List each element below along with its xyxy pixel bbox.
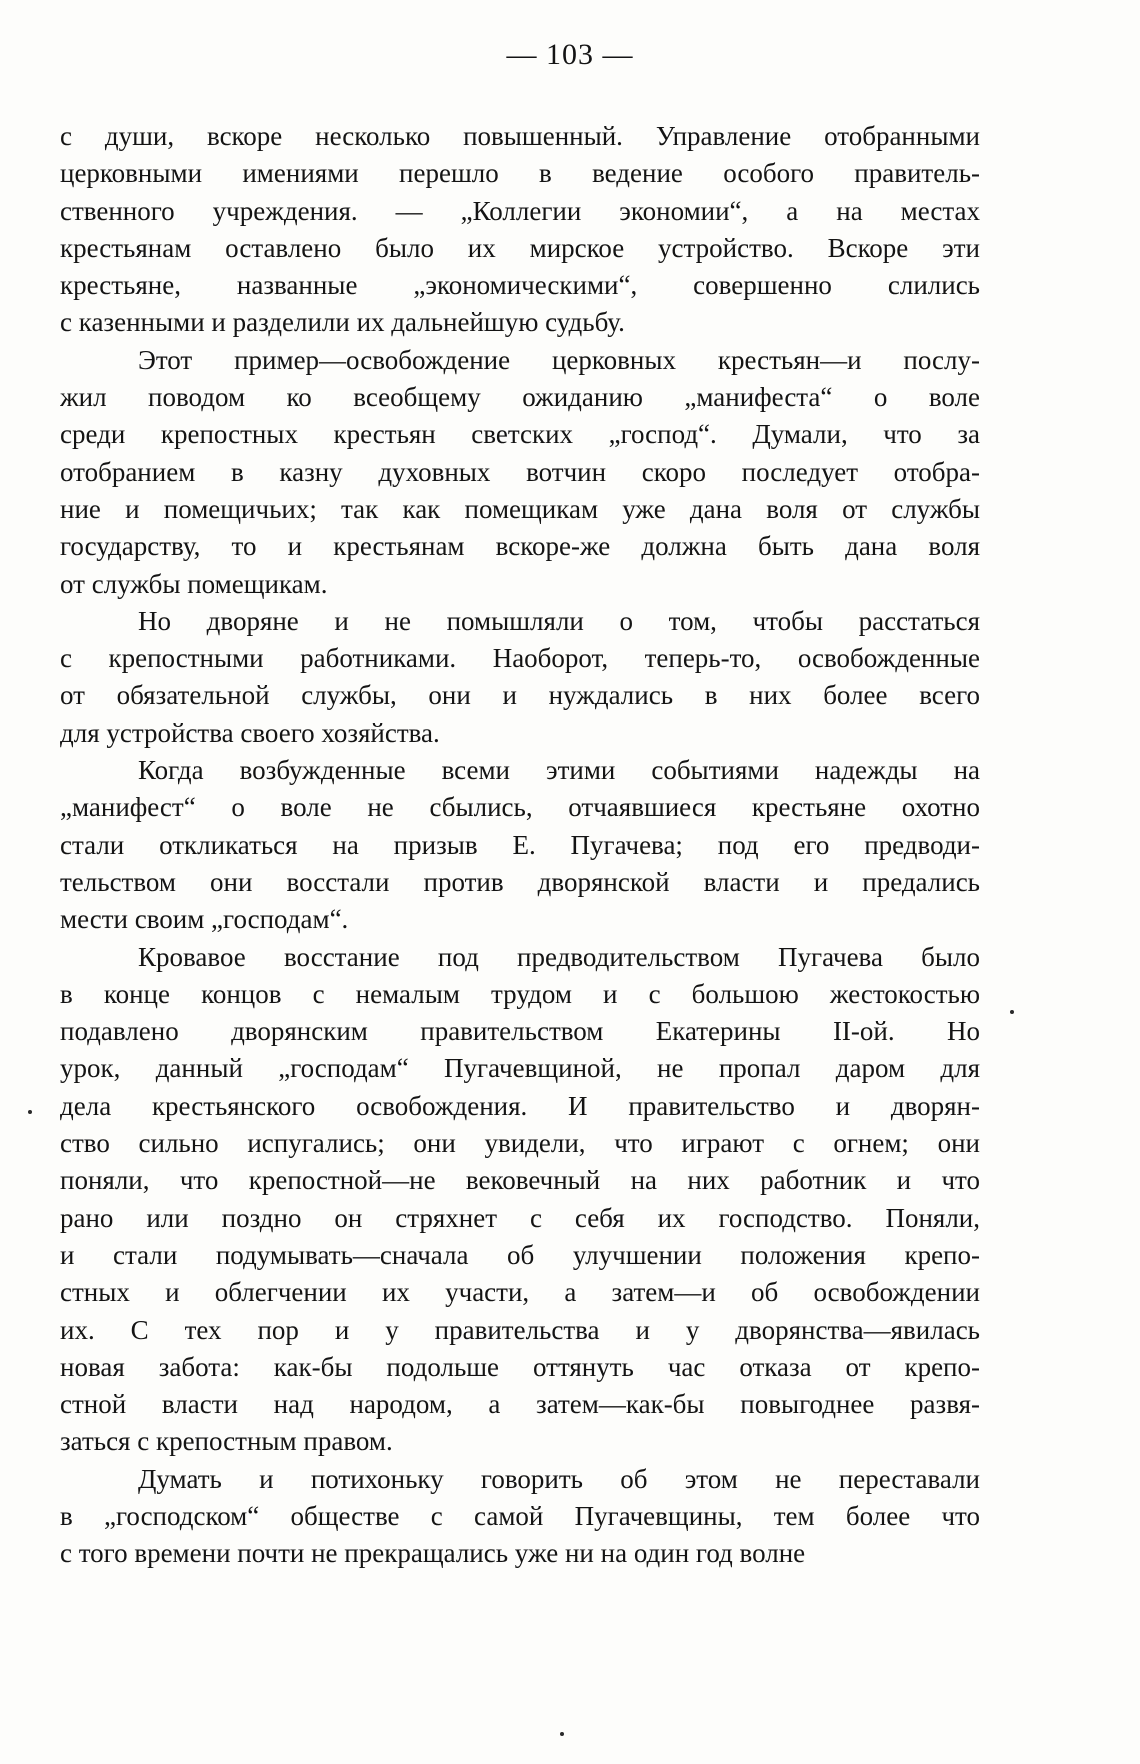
text-line: ственного учреждения. — „Коллегии экономии“, а на местах [60,195,980,226]
text-line: Этот пример—освобождение церковных крестьян—и послу- [138,344,980,375]
text-line: их. С тех пор и у правительства и у дворянства—явилась [60,1314,980,1345]
text-line: Когда возбужденные всеми этими событиями надежды на [138,755,980,786]
text-line: ство сильно испугались; они увидели, что играют с огнем; они [60,1128,980,1159]
text-line: крестьянам оставлено было их мирское устройство. Вскоре эти [60,232,980,263]
text-line: поняли, что крепостной—не вековечный на них работник и что [60,1165,980,1196]
text-line: стали откликаться на призыв Е. Пугачева; под его предводи- [60,829,980,860]
paragraph [60,1461,980,1573]
print-speck [560,1732,564,1736]
text-line: подавлено дворянским правительством Екатерины II-ой. Но [60,1016,980,1047]
text-line: государству, то и крестьянам вскоре-же должна быть дана воля [60,531,980,562]
text-line: Но дворяне и не помышляли о том, чтобы расстаться [138,605,980,636]
text-line: ние и помещичьих; так как помещикам уже дана воля от службы [60,493,980,524]
text-line: „манифест“ о воле не сбылись, отчаявшиеся крестьяне охотно [60,792,980,823]
text-line: жил поводом ко всеобщему ожиданию „манифеста“ о воле [60,382,980,413]
text-line: тельством они восстали против дворянской власти и предались [60,866,980,897]
text-line: от обязательной службы, они и нуждались в них более всего [60,680,980,711]
text-line: рано или поздно он стряхнет с себя их господство. Поняли, [60,1202,980,1233]
print-speck [1010,1010,1014,1014]
text-line: среди крепостных крестьян светских „господ“. Думали, что за [60,419,980,450]
paragraph [60,118,980,342]
body-text [60,118,980,1573]
text-line: Кровавое восстание под предводительством Пугачева было [138,941,980,972]
text-line: крестьяне, названные „экономическими“, совершенно слились [60,270,980,301]
text-line: в конце концов с немалым трудом и с большою жестокостью [60,978,980,1009]
text-line: заться с крепостным правом. [60,1426,393,1457]
paragraph [60,939,980,1461]
print-speck [28,1110,32,1114]
text-line: урок, данный „господам“ Пугачевщиной, не пропал даром для [60,1053,980,1084]
text-line: Думать и потихоньку говорить об этом не переставали [138,1463,980,1494]
text-line: в „господском“ обществе с самой Пугачевщины, тем более что [60,1500,980,1531]
text-line: церковными имениями перешло в ведение особого правитель- [60,158,980,189]
text-line: отобранием в казну духовных вотчин скоро последует отобра- [60,456,980,487]
text-line: и стали подумывать—сначала об улучшении положения крепо- [60,1239,980,1270]
page-number: — 103 — [506,38,634,71]
text-line: мести своим „господам“. [60,904,349,935]
text-line: от службы помещикам. [60,568,328,599]
paragraph [60,342,980,603]
text-line: для устройства своего хозяйства. [60,717,440,748]
text-line: новая забота: как-бы подольше оттянуть час отказа от крепо- [60,1351,980,1382]
text-line: стной власти над народом, а затем—как-бы повыгоднее развя- [60,1389,980,1420]
text-line: дела крестьянского освобождения. И правительство и дворян- [60,1090,980,1121]
text-line: с казенными и разделили их дальнейшую судьбу. [60,307,625,338]
paragraph [60,603,980,752]
paragraph [60,752,980,938]
text-line: с того времени почти не прекращались уже ни на один год волне [60,1538,806,1569]
text-line: с души, вскоре несколько повышенный. Управление отобранными [60,121,980,151]
text-line: стных и облегчении их участи, а затем—и об освобождении [60,1277,980,1308]
text-line: с крепостными работниками. Наоборот, теперь-то, освобожденные [60,643,980,674]
